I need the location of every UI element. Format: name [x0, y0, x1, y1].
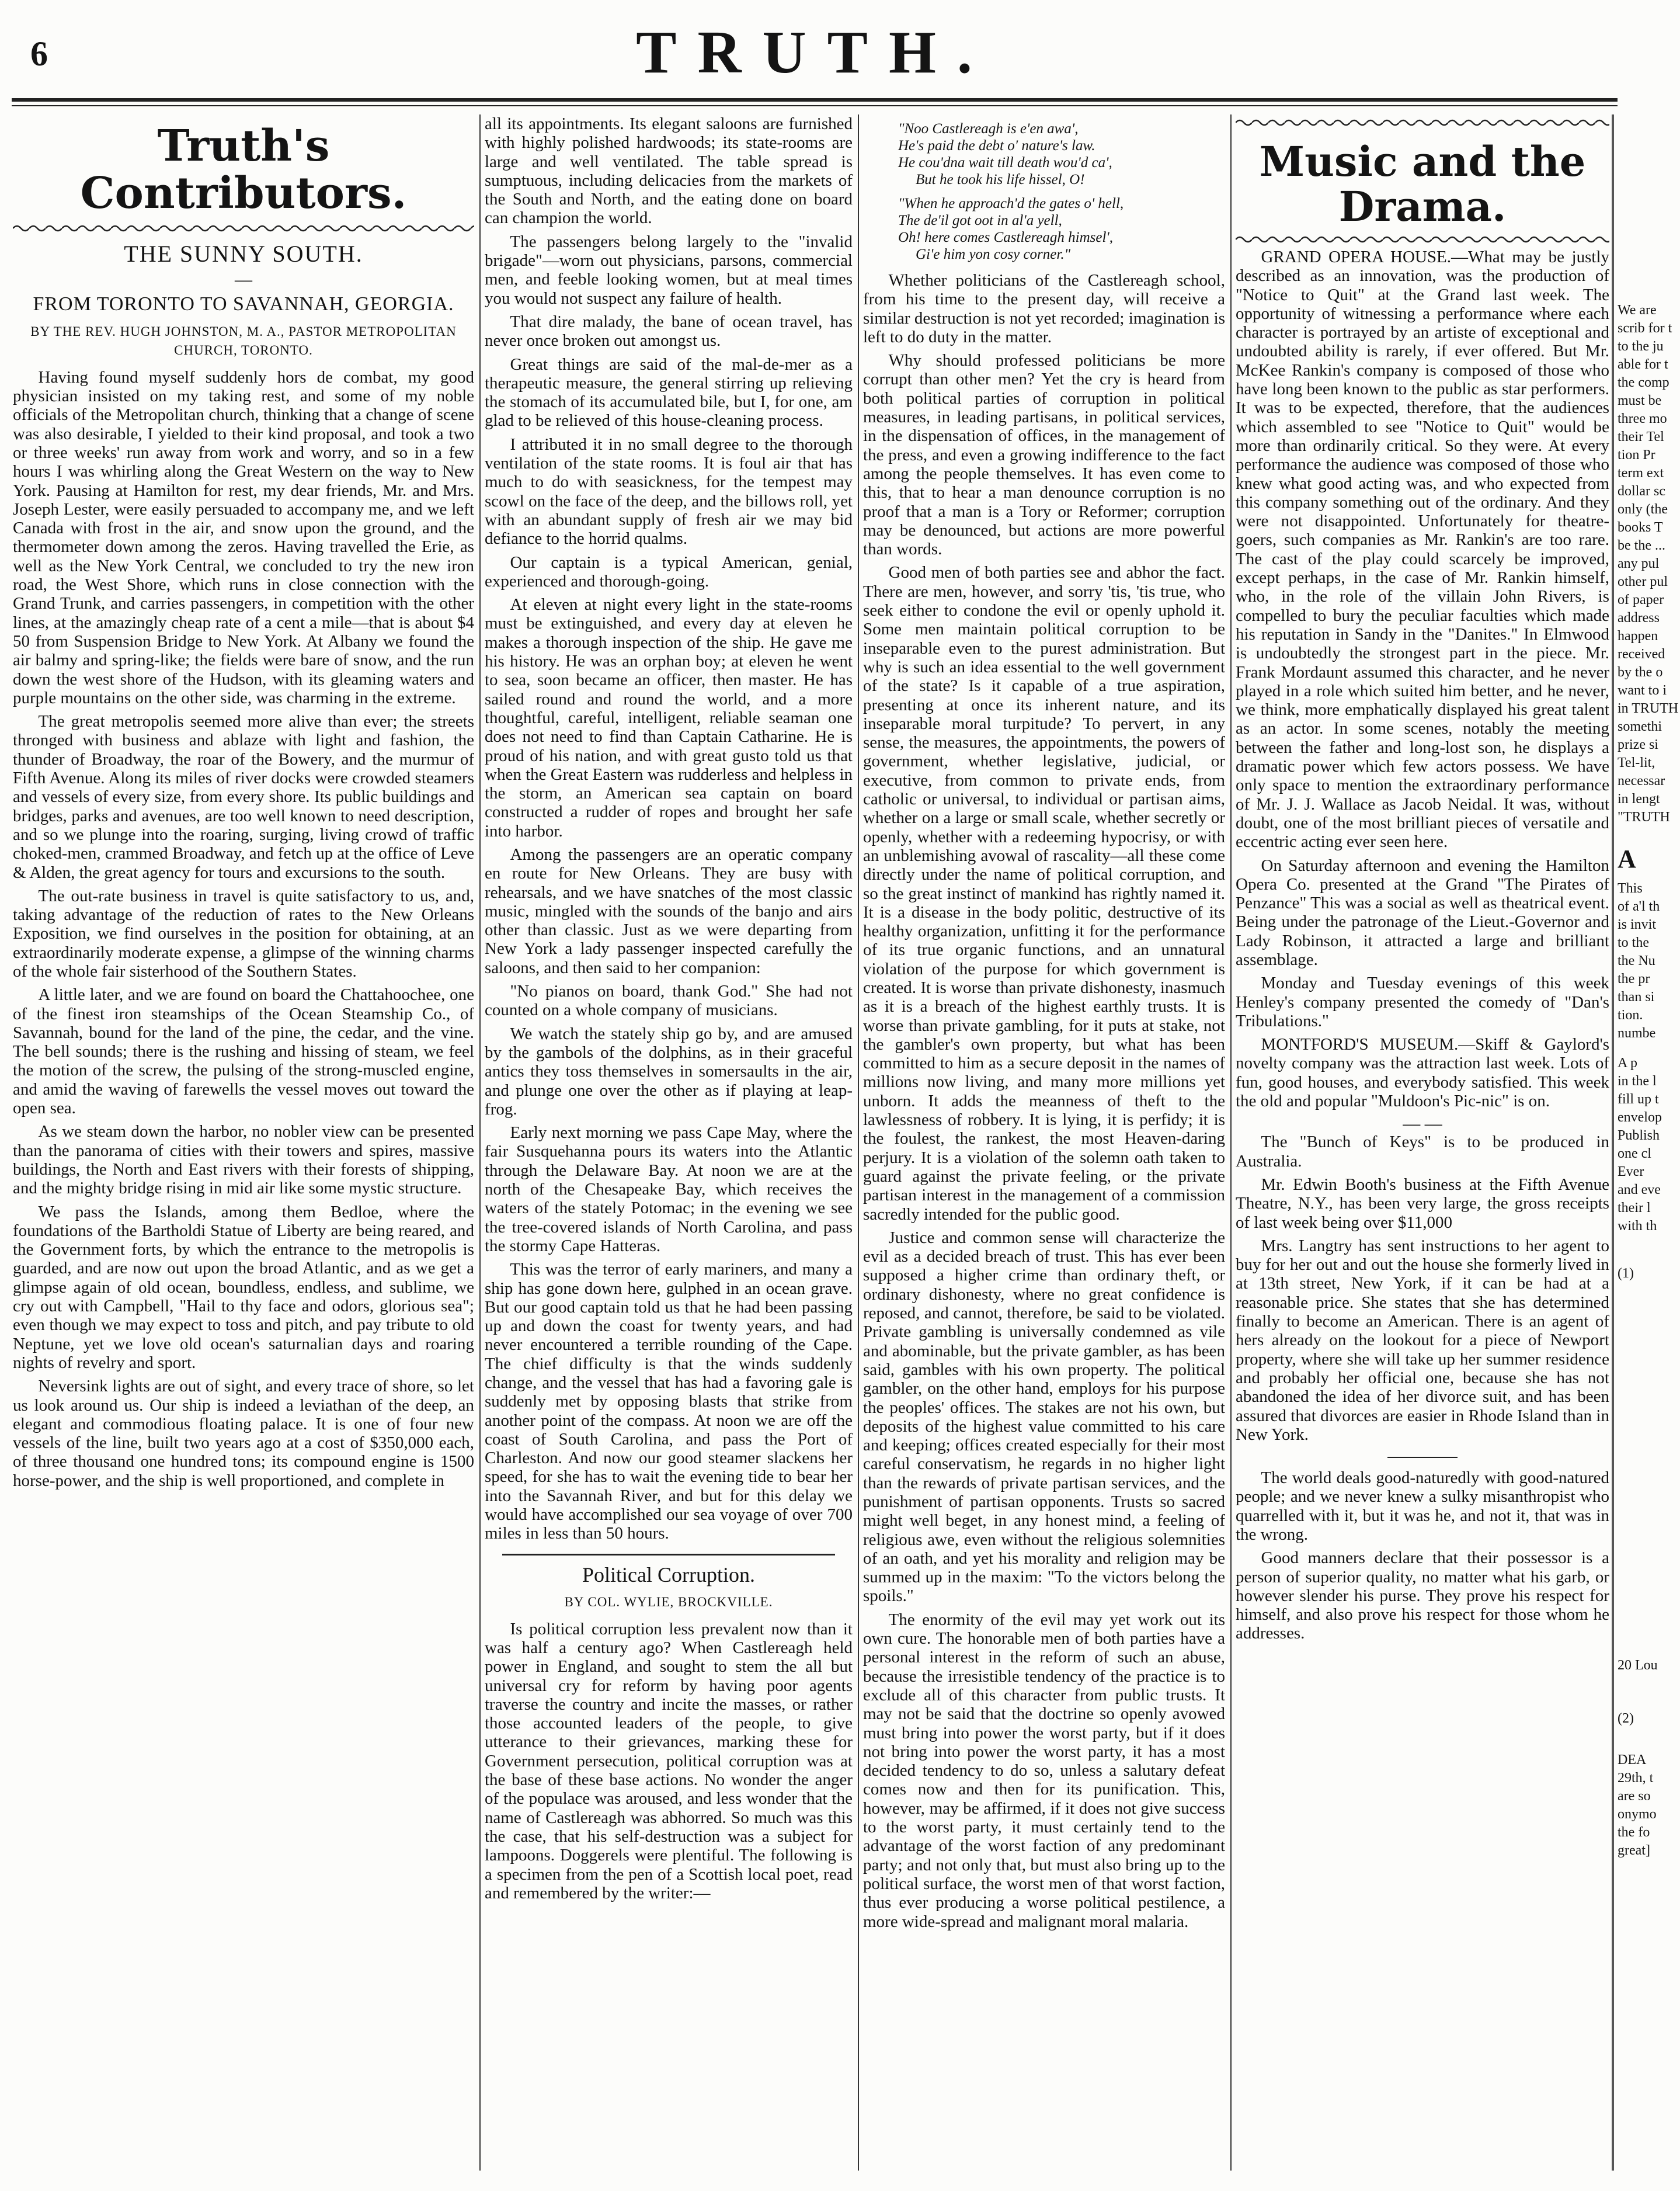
- article-paragraph: Why should professed politicians be more corrupt than other men? Yet the cry is heard from both political parties of corruption in political measures, in leading partisans, in political services, in the dispensation of offices, in the management of the press, and even a growing indifference to the fact among the people themselves. It has even come to this, that to hear a man denounce corruption is no proof that a man is a Tory or Reformer; corruption may be denounced, but actions are more powerful than words.: [863, 351, 1225, 559]
- adjacent-page-column: [1618, 114, 1680, 2171]
- column-rule: [479, 114, 481, 2171]
- article-paragraph: The passengers belong largely to the "invalid brigade"—worn out physicians, parsons, commercial men, and feeble looking women, but at meal times you would not suspect any failure of health.: [485, 232, 853, 308]
- adjacent-line: is invit: [1618, 917, 1657, 932]
- article-paragraph: We watch the stately ship go by, and are amused by the gambols of the dolphins, as in their graceful antics they toss themselves in somersaults in the air, and plunge one over the other as if playing at leap-frog.: [485, 1024, 853, 1119]
- page-number: 6: [30, 34, 48, 73]
- adjacent-line: able for t: [1618, 357, 1668, 372]
- adjacent-line: happen: [1618, 629, 1658, 644]
- adjacent-line: of a'l th: [1618, 899, 1660, 914]
- contributors-header: Truth's Contributors.: [80, 121, 407, 219]
- article-paragraph: Among the passengers are an operatic company en route for New Orleans. They are busy with rehearsals, and we have snatches of the most classic music, mingled with the sounds of the banjo and airs other than classic. Just as we were departing from New York a lady passenger inspected carefully the saloons, and then said to her companion:: [485, 845, 853, 977]
- adjacent-line: Tel-lit,: [1618, 755, 1655, 770]
- adjacent-line: the pr: [1618, 971, 1650, 987]
- article-paragraph: I attributed it in no small degree to the thorough ventilation of the state rooms. It is foul air that has much to do with seasickness, for the tempest may scowl on the face of the deep, and the billows roll, yet with an abundant supply of fresh air we may bid defiance to the horrid qualms.: [485, 435, 853, 548]
- adjacent-line: somethi: [1618, 719, 1662, 734]
- article-paragraph: The great metropolis seemed more alive than ever; the streets thronged with business and ablaze with light and fashion, the thunder of Broadway, the roar of the Bowery, and the murmur of Fifth Avenue. Along its miles of river docks were crowded steamers and vessels of every size, from every shore. Its public buildings and bridges, parks and avenues, are too well known to need description, and so we plunge into the roaring, surging, living crowd of traffic choked-men, crammed Broadway, and fetch up at the office of Leve & Alden, the great agency for tours and excursions to the south.: [13, 712, 474, 882]
- adjacent-line: the comp: [1618, 375, 1669, 390]
- adjacent-line: by the o: [1618, 665, 1663, 680]
- title-dash: —: [235, 269, 252, 289]
- adjacent-line: tion.: [1618, 1008, 1643, 1023]
- adjacent-line: envelop: [1618, 1110, 1662, 1125]
- poem-line: He's paid the debt o' nature's law.: [898, 138, 1095, 154]
- adjacent-line: onymo: [1618, 1807, 1657, 1822]
- article-paragraph: GRAND OPERA HOUSE.—What may be justly described as an innovation, was the production of "Notice to Quit" at the Grand last week. The opportunity of witnessing a performance where each character is portrayed by an artiste of exceptional and undoubted ability is rarely, if ever offered. But Mr. McKee Rankin's company is composed of those who have long been known to the public as star performers. It was to be expected, therefore, that the audiences which assembled to see "Notice to Quit" would be more than ordinarily critical. So they were. At every performance the audience was composed of those who knew what good acting was, and who expected from this company something out of the ordinary. And they were not disappointed. Unfortunately for theatre-goers, such companies as Mr. Rankin's are too rare. The cast of the play could scarcely be improved, except perhaps, in the case of Mr. Rankin himself, who, in the role of the villain John Rivers, is compelled to bury the peculiar faculties which made his reputation in Sandy in the "Danites." In Elmwood is undoubtedly the strongest part in the piece. Mr. Frank Mordaunt assumed this character, and he never played in a role which suited him better, and he never, we think, more emphatically displayed his great talent as an actor. In some scenes, notably the meeting between the father and long-lost son, he displays a dramatic power which few actors possess. We have only space to mention the extraordinary performance of Mr. J. J. Wallace as Jacob Neidal. It was, without doubt, one of the most brilliant pieces of versatile and eccentric acting ever seen here.: [1236, 248, 1609, 852]
- adjacent-line: only (the: [1618, 502, 1668, 517]
- article-paragraph: "No pianos on board, thank God." She had not counted on a whole company of musicians.: [485, 982, 853, 1020]
- adjacent-line: to the ju: [1618, 339, 1664, 354]
- poem-line: Gi'e him yon cosy corner.": [916, 246, 1071, 262]
- adjacent-line: necessar: [1618, 773, 1665, 789]
- poem-line: "When he approach'd the gates o' hell,: [898, 196, 1124, 211]
- article-paragraph: The "Bunch of Keys" is to be produced in Australia.: [1236, 1133, 1609, 1171]
- section-rule: [1387, 1457, 1458, 1458]
- article-byline: BY THE REV. HUGH JOHNSTON, M. A., PASTOR METROPOLITAN CHURCH, TORONTO.: [30, 324, 457, 357]
- adjacent-line: any pul: [1618, 556, 1660, 571]
- column-4: [1236, 114, 1609, 2171]
- poem: [898, 120, 1225, 263]
- adjacent-spacer: [1618, 1470, 1680, 1563]
- adjacent-line: than si: [1618, 989, 1655, 1005]
- adjacent-line: A p: [1618, 1055, 1638, 1071]
- poem-line: He cou'dna wait till death wou'd ca',: [898, 155, 1112, 171]
- adjacent-mark: (1): [1618, 1266, 1634, 1281]
- column-2: [485, 114, 853, 2171]
- article-paragraph: Having found myself suddenly hors de combat, my good physician insisted on my taking rest, and some of my noble officials of the Metropolitan church, thinking that a change of scene was also desirable, I yielded to their kind proposal, and took a two or three weeks' run away from work and worry, and so in a few hours I was whirling along the Great Western on the way to New York. Pausing at Hamilton for rest, my dear friends, Mr. and Mrs. Joseph Lester, were easily persuaded to accompany me, and we left Canada with frost in the air, and snow upon the ground, and the thermometer down among the zeros. Having travelled the Erie, as well as the New York Central, we concluded to try the new iron road, the West Shore, which runs in close connection with the Grand Trunk, and carries passengers, in competition with the other lines, at the amazingly cheap rate of a cent a mile—that is about $4 50 from Suspension Bridge to New York. At Albany we found the air balmy and spring-like; the fields were bare of snow, and the run down the west shore of the Hudson, with its gleaming waters and purple mountains on the other side, was charming in the extreme.: [13, 367, 474, 707]
- adjacent-line: scrib for t: [1618, 321, 1672, 336]
- article-paragraph: The out-rate business in travel is quite satisfactory to us, and, taking advantage of the reduction of rates to the New Orleans Exposition, we find ourselves in the position for obtaining, at an extraordinarily moderate expense, a glimpse of the winning charms of the whole fair sisterhood of the Southern States.: [13, 886, 474, 981]
- header-rule-thin: [12, 105, 1618, 106]
- adjacent-line: three mo: [1618, 411, 1667, 426]
- masthead-title: TRUTH.: [636, 19, 993, 86]
- adjacent-line: must be: [1618, 393, 1662, 408]
- article-paragraph: MONTFORD'S MUSEUM.—Skiff & Gaylord's novelty company was the attraction last week. Lots of fun, good houses, and everybody satisfied. This week the old and popular "Muldoon's Pic-nic" is on.: [1236, 1035, 1609, 1111]
- adjacent-line: numbe: [1618, 1026, 1656, 1041]
- adjacent-line: of paper: [1618, 592, 1664, 607]
- adjacent-line: their l: [1618, 1200, 1651, 1216]
- adjacent-mark: 20 Lou: [1618, 1658, 1658, 1673]
- wavy-rule: [1236, 235, 1609, 244]
- article-paragraph: Monday and Tuesday evenings of this week Henley's company presented the comedy of "Dan's Tribulations.": [1236, 974, 1609, 1030]
- poem-line: But he took his life hissel, O!: [916, 172, 1085, 187]
- article-paragraph: Our captain is a typical American, genial, experienced and thorough-going.: [485, 553, 853, 591]
- section-dash: — —: [1403, 1114, 1442, 1134]
- political-title: Political Corruption.: [582, 1562, 755, 1586]
- adjacent-line: This: [1618, 881, 1643, 896]
- article-paragraph: On Saturday afternoon and evening the Hamilton Opera Co. presented at the Grand "The Pirates of Penzance" This was a social as well as theatrical event. Being under the patronage of the Lieut.-Governor and Lady Robinson, it attracted a large and brilliant assemblage.: [1236, 856, 1609, 969]
- adjacent-line: DEA: [1618, 1752, 1647, 1768]
- article-paragraph: This was the terror of early mariners, and many a ship has gone down here, gulphed in an ocean grave. But our good captain told us that he had been passing up and down the coast for twenty years, and had never encountered a terrible rounding of the Cape. The chief difficulty is that the winds suddenly change, and the vessel that has had a favoring gale is suddenly met by opposing blasts that strike from another point of the compass. At noon we are off the coast of South Carolina, and pass the Port of Charleston. And now our good steamer slackens her speed, for she has to wait the evening tide to bear her into the Savannah River, and but for this delay we would have accomplished our sea voyage of over 700 miles in less than 50 hours.: [485, 1260, 853, 1543]
- adjacent-line: Ever: [1618, 1164, 1644, 1179]
- adjacent-line: address: [1618, 610, 1660, 626]
- adjacent-line: books T: [1618, 520, 1663, 535]
- adjacent-line: great]: [1618, 1843, 1650, 1858]
- article-paragraph: We pass the Islands, among them Bedloe, where the foundations of the Bartholdi Statue of Liberty are being reared, and the Government forts, by which the entrance to the metropolis is guarded, and are now out upon the broad Atlantic, and as we get a glimpse again of old ocean, boundless, endless, and sublime, we cry out with Campbell, "Hail to thy face and odors, glorious sea"; even though we may expect to toss and pitch, and pay tribute to old Neptune, yet we love old ocean's saturnalian days and roaring nights of revelry and sport.: [13, 1202, 474, 1372]
- adjacent-line: dollar sc: [1618, 484, 1665, 499]
- adjacent-line: are so: [1618, 1789, 1651, 1804]
- article-subtitle: FROM TORONTO TO SAVANNAH, GEORGIA.: [33, 293, 454, 315]
- adjacent-line: in the l: [1618, 1074, 1657, 1089]
- article-paragraph: The enormity of the evil may yet work out its own cure. The honorable men of both parties have a personal interest in the reform of such an abuse, because the irresistible tendency of the practice is to exclude all of this character from public trusts. It may not be said that the doctrine so openly avowed must bring into power the worst party, but if it does not bring into power the worst party, it has a most decided tendency to do so, unless a salutary defeat comes now and then for its punification. This, however, may be affirmed, if it does not give success to the worst party, it must certainly tend to the advantage of the worst faction of any predominant party; and not only that, but must also bring up to the political surface, the worst men of that worst faction, thus ever producing a worse political pestilence, a more wide-spread and malignant moral malaria.: [863, 1610, 1225, 1931]
- article-paragraph: Is political corruption less prevalent now than it was half a century ago? When Castlereagh held power in England, and sought to stem the all but universal cry for reform by having poor agents traverse the country and incite the masses, or rather those accounted leaders of the people, to give utterance to their grievances, marking these for Government persecution, political corruption was at the base of these base actions. No wonder the anger of the populace was aroused, and less wonder that the name of Castlereagh was abhorred. So much was this the case, that his self-destruction was a subject for lampoons. Doggerels were plentiful. The following is a specimen from the pen of a Scottish local poet, read and remembered by the writer:—: [485, 1619, 853, 1902]
- article-paragraph: Justice and common sense will characterize the evil as a decided breach of trust. This has ever been supposed a higher crime than ordinary theft, or ordinary dishonesty, where no great confidence is reposed, and cannot, therefore, be said to be violated. Private gambling is universally condemned as vile and abominable, but the private gambler, as has been said, gambles with his own property. The political gambler, on the other hand, employs for his purpose the peoples' offices. The stakes are not his own, but deposits of the highest value committed to his care and keeping; offices created especially for their most careful conservatism, he regards in no higher light than the rewards of private partisan services, and the punishment of partisan opponents. Trusts so sacred might well beget, in any honest mind, a feeling of religious awe, even without the religious solemnities of an oath, and yet his morality and religion may be summed up in the maxim: "To the victors belong the spoils.": [863, 1228, 1225, 1606]
- political-byline: BY COL. WYLIE, BROCKVILLE.: [564, 1594, 773, 1609]
- article-title: THE SUNNY SOUTH.: [124, 240, 363, 267]
- adjacent-line: received: [1618, 647, 1665, 662]
- adjacent-line: want to i: [1618, 683, 1667, 698]
- article-paragraph: A little later, and we are found on board the Chattahoochee, one of the finest iron steamships of the Ocean Steamship Co., of Savannah, bound for the land of the pine, the cedar, and the vine. The bell sounds; there is the rushing and hissing of steam, we feel the motion of the screw, the pulsing of the strong-muscled engine, and amid the waving of farewells the vessel moves out toward the open sea.: [13, 985, 474, 1118]
- column-1: [13, 114, 474, 2171]
- wavy-rule: [13, 224, 474, 233]
- adjacent-line: be the ...: [1618, 538, 1665, 553]
- adjacent-mark: (2): [1618, 1711, 1634, 1726]
- poem-line: The de'il got oot in al'a yell,: [898, 213, 1062, 228]
- article-paragraph: Neversink lights are out of sight, and every trace of shore, so let us look around us. Our ship is indeed a leviathan of the deep, an elegant and commodious floating palace. It is one of four new vessels of the line, built two years ago at a cost of $350,000 each, of three thousand one hundred tons; its compound engine is 1500 horse-power, and the ship is well proportioned, and complete in: [13, 1377, 474, 1490]
- adjacent-line: other pul: [1618, 574, 1668, 589]
- article-paragraph: The world deals good-naturedly with good-natured people; and we never knew a sulky misanthropist who quarrelled with it, but it was he, and not it, that was in the wrong.: [1236, 1468, 1609, 1544]
- column-rule: [1230, 114, 1232, 2171]
- article-paragraph: As we steam down the harbor, no nobler view can be presented than the panorama of cities with their towers and spires, massive buildings, the North and East rivers with their forests of shipping, and the mighty bridge rising in mid air like some mystic structure.: [13, 1122, 474, 1198]
- adjacent-line: to the: [1618, 935, 1649, 950]
- column-rule: [858, 114, 859, 2171]
- adjacent-line: their Tel: [1618, 429, 1664, 445]
- adjacent-line: "TRUTH: [1618, 810, 1670, 825]
- adjacent-spacer: [1618, 1376, 1680, 1470]
- adjacent-line: in lengt: [1618, 791, 1660, 807]
- article-paragraph: Good men of both parties see and abhor the fact. There are men, however, and sorry 'tis, 'tis true, who seek either to condone the evil or openly uphold it. Some men maintain political corruption to be inseparable even to the purest administration. But why is such an idea essential to the well government of the state? Is it capable of a true aspiration, presenting at once its inherent nature, and its inseparable moral turpitude? To pervert, in any sense, the measures, the appointments, the powers of government, whether legislative, judicial, or executive, from common to private ends, from catholic or universal, to individual or partisan aims, whether on a large or small scale, whether secretly or openly, whether with a redeeming hypocrisy, or with an unblemishing avowal of rascality—all these come directly under the name of political corruption, and so the great instinct of mankind has rightly named it. It is a disease in the body politic, destructive of its healthy organization, unfitting it for the performance of its true organic functions, and an unnatural violation of the purpose for which government is created. It is worse than private dishonesty, inasmuch as it is a breach of the highest earthly trusts. It is worse than private gambling, for it puts at stake, not the gambler's own property, but what has been committed to him as a secure deposit in the names of millions now living, and many more millions yet unborn. It adds the meanness of theft to the lawlessness of robbery. It is lying, it is perfidy; it is the foulest, the rankest, the most Heaven-daring perjury. It is a violation of the solemn oath taken to guard against the private feeling, or the private partisan interest in the management of a commission sacredly intended for the public good.: [863, 563, 1225, 1224]
- page-edge: [1612, 114, 1614, 2171]
- adjacent-line: and eve: [1618, 1182, 1661, 1197]
- article-paragraph: Mrs. Langtry has sent instructions to her agent to buy for her out and out the house she formerly lived in at 13th street, New York, if it can be had at a reasonable price. She states that she has determined finally to become an American. There is an agent of hers already on the lookout for a piece of Newport property, where she will take up her summer residence and probably her official one, because she has not abandoned the idea of her divorce suit, and has been assured that divorces are easier in Rhode Island than in New York.: [1236, 1236, 1609, 1444]
- article-paragraph: Mr. Edwin Booth's business at the Fifth Avenue Theatre, N.Y., has been very large, the gross receipts of last week being over $11,000: [1236, 1175, 1609, 1232]
- column-3: [863, 114, 1225, 2171]
- article-paragraph: Great things are said of the mal-de-mer as a therapeutic measure, the general stirring up relieving the stomach of its accumulated bile, but I, for one, am glad to be relieved of this house-cleaning process.: [485, 355, 853, 430]
- article-paragraph: That dire malady, the bane of ocean travel, has never once broken out amongst us.: [485, 312, 853, 350]
- article-paragraph: all its appointments. Its elegant saloons are furnished with highly polished hardwoods; its state-rooms are large and well ventilated. The table spread is sumptuous, including delicacies from the markets of the South and North, and the eating done on board can champion the world.: [485, 114, 853, 228]
- adjacent-line: the Nu: [1618, 953, 1655, 968]
- adjacent-spacer: [1618, 114, 1680, 208]
- adjacent-spacer: [1618, 208, 1680, 301]
- music-drama-header: Music and the Drama.: [1259, 137, 1586, 231]
- adjacent-spacer: [1618, 1283, 1680, 1376]
- adjacent-heading: A: [1618, 845, 1636, 873]
- section-rule: [502, 1554, 835, 1555]
- adjacent-line: tion Pr: [1618, 447, 1655, 463]
- adjacent-spacer: [1618, 1563, 1680, 1657]
- adjacent-line: term ext: [1618, 466, 1664, 481]
- article-paragraph: At eleven at night every light in the state-rooms must be extinguished, and every day at eleven he makes a thorough inspection of the ship. He gave me his history. He was an orphan boy; at eleven he went to sea, soon became an officer, then master. He has sailed round and round the world, and a more thoughtful, careful, intelligent, reliable seaman one does not need to find than Captain Catharine. He is proud of his nation, and with great gusto told us that when the Great Eastern was rudderless and helpless in the storm, an American sea captain on board constructed a rudder of ropes and brought her safe into harbor.: [485, 595, 853, 841]
- wavy-rule: [1236, 118, 1609, 127]
- adjacent-line: 29th, t: [1618, 1770, 1654, 1786]
- article-paragraph: Early next morning we pass Cape May, where the fair Susquehanna pours its waters into the Atlantic through the Delaware Bay. At noon we are at the north of the Chesapeake Bay, which receives the waters of the stately Potomac; in the evening we see the tree-covered islands of North Carolina, and pass the stormy Cape Hatteras.: [485, 1123, 853, 1255]
- adjacent-line: the fo: [1618, 1825, 1650, 1840]
- poem-stanza-break: [898, 188, 1225, 195]
- adjacent-line: with th: [1618, 1218, 1657, 1234]
- adjacent-line: prize si: [1618, 737, 1658, 752]
- article-paragraph: Good manners declare that their possessor is a person of superior quality, no matter what his garb, or however slender his purse. They prove his respect for himself, and also prove his respect for those whom he addresses.: [1236, 1548, 1609, 1643]
- header-rule-thick: [12, 98, 1618, 102]
- adjacent-line: fill up t: [1618, 1092, 1659, 1107]
- poem-line: "Noo Castlereagh is e'en awa',: [898, 121, 1079, 137]
- poem-line: Oh! here comes Castlereagh himsel',: [898, 230, 1114, 245]
- adjacent-line: We are: [1618, 303, 1657, 318]
- adjacent-line: Publish: [1618, 1128, 1660, 1143]
- adjacent-line: one cl: [1618, 1146, 1651, 1161]
- adjacent-line: in TRUTH: [1618, 701, 1679, 716]
- article-paragraph: Whether politicians of the Castlereagh school, from his time to the present day, will receive a similar destruction is not yet recorded; imagination is left to do duty in the matter.: [863, 271, 1225, 346]
